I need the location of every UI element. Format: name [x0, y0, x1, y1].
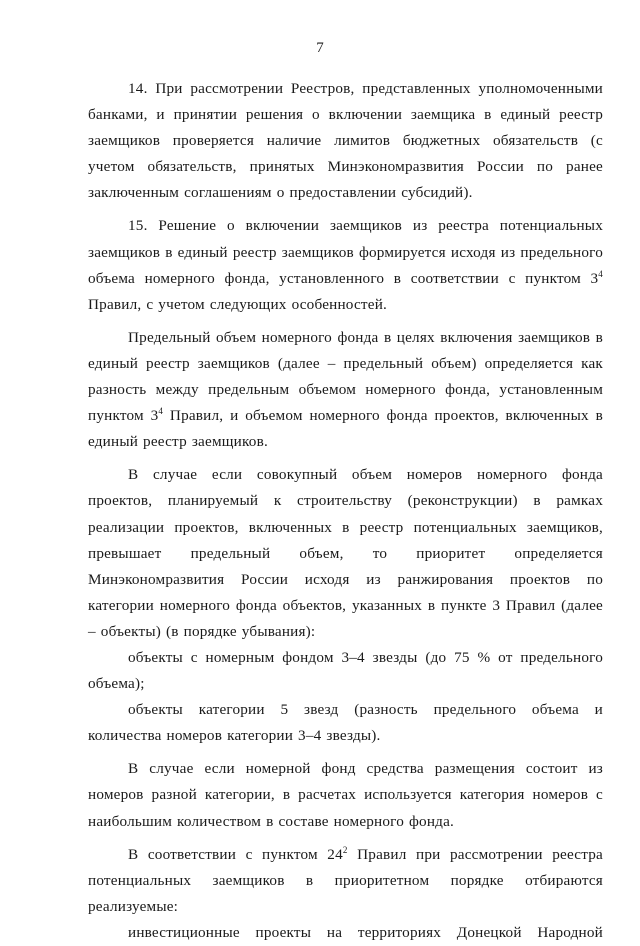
- paragraph-24-text-end: Правил при рассмотрении реестра потенциальных заемщиков в приоритетном порядке отбираются реализуемые:: [88, 845, 603, 915]
- paragraph-15-text-end: Правил, с учетом следующих особенностей.: [88, 295, 388, 313]
- paragraph-limit: [88, 325, 603, 455]
- paragraph-24: [88, 842, 603, 920]
- paragraph-limit-superscript: 4: [158, 406, 164, 417]
- list-item-5-stars: объекты категории 5 звезд (разность предельного объема и количества номеров категории 3–4 звезды).: [88, 701, 603, 745]
- paragraph-priority-case: В случае если совокупный объем номеров номерного фонда проектов, планируемый к строительству (реконструкции) в рамках реализации проектов, включенных в реестр потенциальных заемщиков, превышает предельный объем, то приоритет определяется Минэкономразвития России исходя из ранжирования проектов по категории номерного фонда объектов, указанных в пункте 3 Правил (далее – объекты) (в порядке убывания):: [88, 466, 603, 640]
- paragraph-24-text: В соответствии с пунктом 24: [128, 845, 343, 863]
- page-number: 7: [316, 40, 324, 56]
- paragraph-15-text: 15. Решение о включении заемщиков из реестра потенциальных заемщиков в единый реестр заемщиков формируется исходя из предельного объема номерного фонда, установленного в соответствии с пунктом 3: [88, 217, 603, 287]
- paragraph-investment-projects: инвестиционные проекты на территориях Донецкой Народной: [128, 923, 603, 941]
- paragraph-limit-text: Предельный объем номерного фонда в целях включения заемщиков в единый реестр заемщиков (далее – предельный объем) определяется как разность между предельным объемом номерного фонда, установленным пунктом 3: [88, 328, 603, 425]
- paragraph-15: [88, 213, 603, 317]
- paragraph-mixed-category: В случае если номерной фонд средства размещения состоит из номеров разной категории, в расчетах используется категория номеров с наибольшим количеством в составе номерного фонда.: [88, 760, 603, 830]
- paragraph-15-superscript: 4: [598, 268, 603, 279]
- paragraph-24-superscript: 2: [342, 844, 348, 855]
- paragraph-14: 14. При рассмотрении Реестров, представленных уполномоченными банками, и принятии решения о включении заемщика в единый реестр заемщиков проверяется наличие лимитов бюджетных обязательств (с учетом обязательств, принятых Минэкономразвития России по ранее заключенным соглашениям о предоставлении субсидий).: [88, 80, 603, 202]
- list-item-3-4-stars: объекты с номерным фондом 3–4 звезды (до 75 % от предельного объема);: [88, 648, 603, 693]
- paragraph-limit-text-end: Правил, и объемом номерного фонда проектов, включенных в единый реестр заемщиков.: [88, 407, 603, 451]
- document-body: [88, 76, 603, 946]
